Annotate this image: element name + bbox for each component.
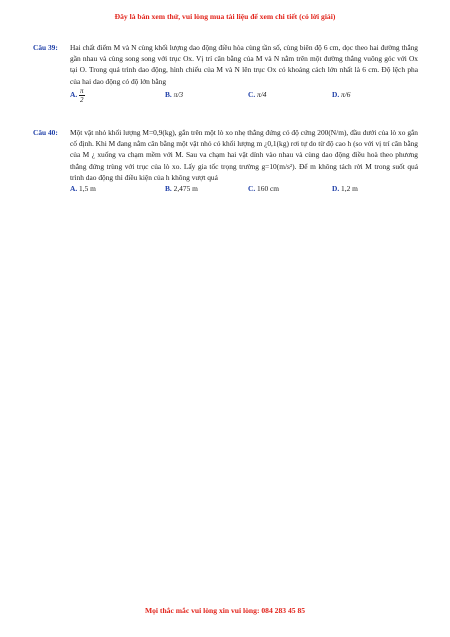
answer-options <box>70 86 418 104</box>
option-value: π/3 <box>173 89 184 99</box>
question-40 <box>33 127 418 197</box>
question-39 <box>33 42 418 103</box>
question-label: Câu 39: <box>33 43 58 52</box>
option-letter: C. <box>248 89 256 99</box>
option-d[interactable] <box>332 183 358 194</box>
option-letter: B. <box>165 184 172 194</box>
option-d[interactable] <box>332 89 351 100</box>
contact-footer: Mọi thắc mắc vui lòng xin vui lòng: 084 283 45 85 <box>144 606 306 615</box>
option-letter: D. <box>332 89 340 99</box>
option-a[interactable] <box>70 87 85 104</box>
option-letter: D. <box>332 184 340 194</box>
option-letter: A. <box>70 90 78 100</box>
option-a[interactable] <box>70 183 96 194</box>
fraction-numerator: π <box>80 86 84 95</box>
option-value: π/4 <box>257 89 267 99</box>
fraction-denominator: 2 <box>80 95 84 104</box>
question-label: Câu 40: <box>33 128 58 137</box>
answer-options <box>70 183 418 197</box>
option-value: π/6 <box>341 89 351 99</box>
option-b[interactable] <box>165 183 198 194</box>
option-value: 2,475 m <box>173 184 198 194</box>
preview-banner: Đây là bản xem thử, vui lòng mua tài liệu để xem chi tiết (có lời giải) <box>114 12 336 21</box>
fraction <box>79 87 85 104</box>
option-c[interactable] <box>248 183 279 194</box>
question-text: Một vật nhỏ khối lượng M=0,9(kg), gắn trên một lò xo nhẹ thẳng đứng có độ cứng 200(N/m), đầu dưới của lò xo gắn cố định. Khi M đang nằm cân bằng một vật nhỏ có khối lượng m ¿0,1(kg) rơi tự do từ độ cao h (so với vị trí cân bằng của M ¿ xuống va chạm mềm với M. Sau va chạm hai vật dính vào nhau và cùng dao động điều hoà theo phương thẳng đứng trùng với trục của lò xo. Lấy gia tốc trọng trường g=10(m/s²). Để m không tách rời M trong suốt quá trình dao động thì điều kiện của h không vượt quá <box>70 128 418 182</box>
option-letter: B. <box>165 89 172 99</box>
option-letter: C. <box>248 184 256 194</box>
option-value: 1,5 m <box>79 184 96 194</box>
option-value: 1,2 m <box>341 184 358 194</box>
question-text: Hai chất điểm M và N cùng khối lượng dao động điều hòa cùng tần số, cùng biên độ 6 cm, dọc theo hai đường thẳng gần nhau và cùng song song với trục Ox. Vị trí cân bằng của M và N nằm trên một đường thẳng vuông góc với Ox tại O. Trong quá trình dao động, hình chiếu của M và N lên trục Ox có khoảng cách lớn nhất là 6 cm. Độ lệch pha của hai dao động có độ lớn bằng <box>70 43 418 86</box>
option-b[interactable] <box>165 89 183 100</box>
option-letter: A. <box>70 184 78 194</box>
option-value: 160 cm <box>257 184 280 194</box>
option-c[interactable] <box>248 89 267 100</box>
